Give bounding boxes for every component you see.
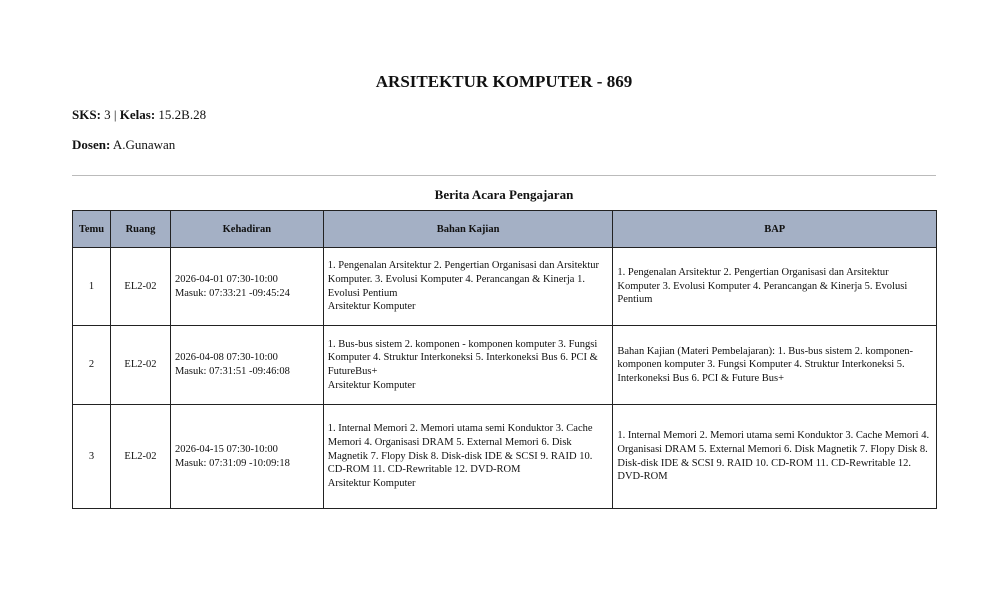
bahan-text: 1. Bus-bus sistem 2. komponen - komponen komputer 3. Fungsi Komputer 4. Struktur Interkoneksi 5. Interkoneksi Bus 6. PCI & FutureBus+ [327,338,598,377]
table-row [73,326,937,405]
cell-kehadiran [170,326,323,405]
sks-kelas-line [72,107,206,123]
cell-kehadiran [170,405,323,509]
cell-kehadiran [170,248,323,326]
kelas-value: 15.2B.28 [158,107,207,122]
bahan-text: 1. Internal Memori 2. Memori utama semi Konduktor 3. Cache Memori 4. Organisasi DRAM 5. External Memori 6. Disk Magnetik 7. Flopy Disk 8. Disk-disk IDE & SCSI 9. RAID 10. CD-ROM 11. CD-Rewritable 12. DVD-ROM [327,423,593,476]
dosen-line [72,137,175,153]
col-header-bap: BAP [613,211,937,248]
bahan-course: Arsitektur Komputer [327,301,416,313]
masuk-text: Masuk: 07:33:21 -09:45:24 [174,287,290,299]
cell-ruang: EL2-02 [110,405,170,509]
cell-ruang: EL2-02 [110,248,170,326]
bap-table [72,210,937,509]
bahan-course: Arsitektur Komputer [327,379,416,391]
cell-bap: 1. Internal Memori 2. Memori utama semi Konduktor 3. Cache Memori 4. Organisasi DRAM 5. External Memori 6. Disk Magnetik 7. Flopy Disk 8. Disk-disk IDE & SCSI 9. RAID 10. CD-ROM 11. CD-Rewritable 12. DVD-ROM [613,405,937,509]
masuk-text: Masuk: 07:31:51 -09:46:08 [174,366,290,377]
dosen-label: Dosen: [72,137,111,152]
jadwal-text: 2026-04-15 07:30-10:00 [174,443,278,455]
sks-label: SKS: [72,107,101,122]
cell-ruang: EL2-02 [110,326,170,405]
table-row [73,248,937,326]
masuk-text: Masuk: 07:31:09 -10:09:18 [174,457,290,469]
page-title: ARSITEKTUR KOMPUTER - 869 [375,72,633,91]
section-title: Berita Acara Pengajaran [434,187,574,202]
dosen-value: A.Gunawan [112,137,176,152]
divider [72,175,936,176]
cell-bahan-kajian [323,248,613,326]
col-header-temu: Temu [73,211,111,248]
bahan-text: 1. Pengenalan Arsitektur 2. Pengertian Organisasi dan Arsitektur Komputer. 3. Evolusi Komputer 4. Perancangan & Kinerja 1. Evolusi Pentium [327,260,600,299]
col-header-bahan-kajian: Bahan Kajian [323,211,613,248]
cell-temu: 2 [73,326,111,405]
cell-temu: 3 [73,405,111,509]
jadwal-text: 2026-04-01 07:30-10:00 [174,273,278,285]
table-row [73,405,937,509]
bahan-course: Arsitektur Komputer [327,477,416,489]
cell-bap: 1. Pengenalan Arsitektur 2. Pengertian Organisasi dan Arsitektur Komputer 3. Evolusi Komputer 4. Perancangan & Kinerja 5. Evolusi Pentium [613,248,937,326]
cell-bahan-kajian [323,405,613,509]
table-header-row [73,211,937,248]
col-header-ruang: Ruang [110,211,170,248]
cell-temu: 1 [73,248,111,326]
cell-bahan-kajian [323,326,613,405]
col-header-kehadiran: Kehadiran [170,211,323,248]
jadwal-text: 2026-04-08 07:30-10:00 [174,352,278,364]
kelas-label: Kelas: [119,107,156,122]
cell-bap: Bahan Kajian (Materi Pembelajaran): 1. Bus-bus sistem 2. komponen-komponen komputer 3. Fungsi Komputer 4. Struktur Interkoneksi 5. Interkoneksi Bus 6. PCI & Future Bus+ [613,326,937,405]
sks-value: 3 | [104,107,117,122]
